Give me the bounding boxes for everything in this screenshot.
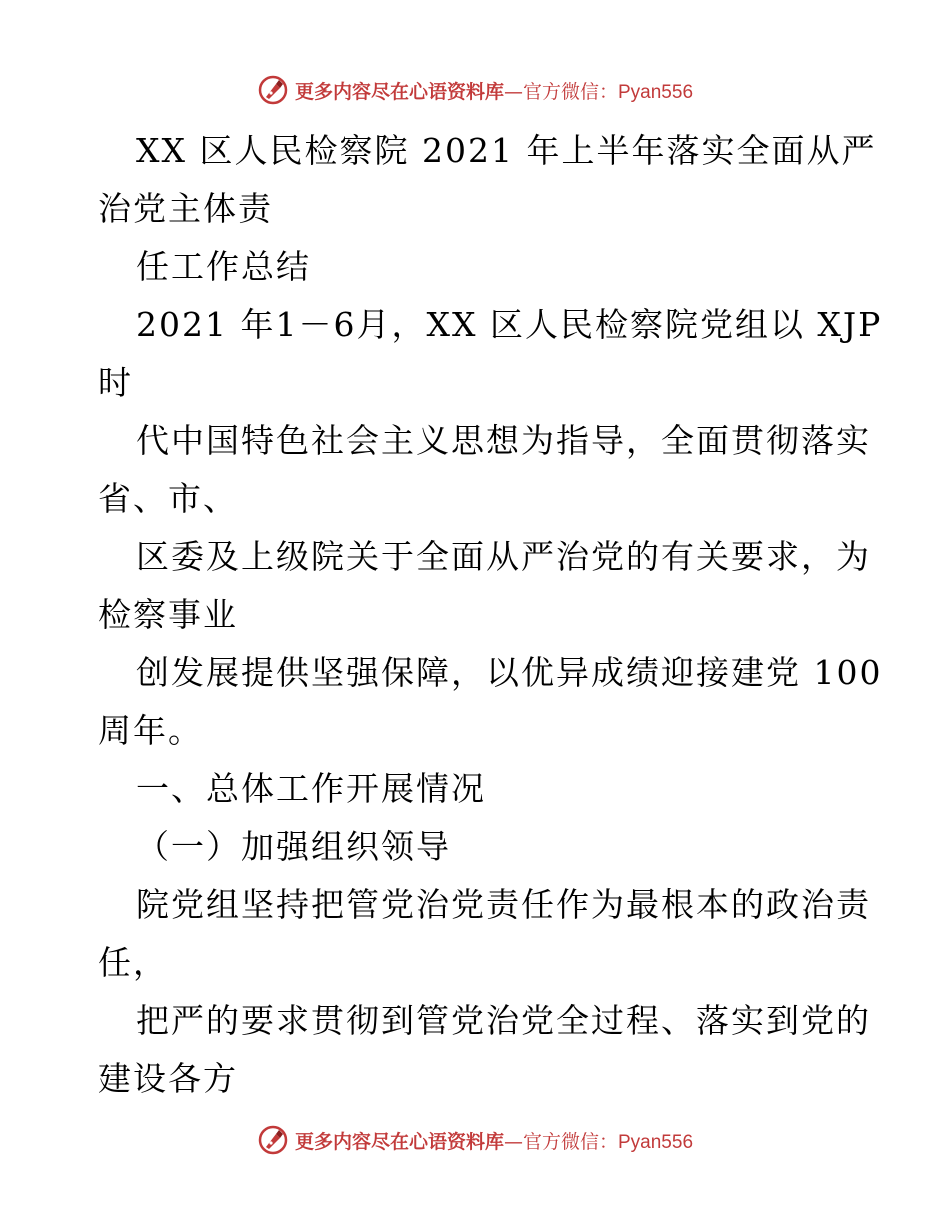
footer-brand: 更多内容尽在心语资料库 bbox=[294, 1130, 504, 1153]
header-dash: — bbox=[503, 80, 523, 103]
paragraph-line: 2021 年1－6月，XX 区人民检察院党组以 XJP bbox=[136, 305, 883, 344]
pen-nib-circle-icon bbox=[257, 1124, 289, 1156]
paragraph-line: 代中国特色社会主义思想为指导，全面贯彻落实 bbox=[136, 421, 871, 460]
paragraph-line: 院党组坚持把管党治党责任作为最根本的政治责 bbox=[136, 885, 871, 924]
document-body bbox=[98, 122, 883, 1108]
paragraph-line: 省、市、 bbox=[98, 479, 238, 518]
footer-dash: — bbox=[503, 1130, 523, 1153]
paragraph-line: 建设各方 bbox=[98, 1059, 238, 1098]
footer-banner bbox=[0, 1120, 950, 1160]
header-brand: 更多内容尽在心语资料库 bbox=[294, 80, 504, 103]
paragraph-line: 创发展提供坚强保障，以优异成绩迎接建党 100 bbox=[136, 653, 883, 692]
subsection-heading: （一）加强组织领导 bbox=[136, 827, 451, 866]
header-wechat-id: Pyan556 bbox=[618, 81, 694, 103]
paragraph-line: 任， bbox=[98, 943, 168, 982]
paragraph-line: 检察事业 bbox=[98, 595, 238, 634]
footer-wechat-label: 官方微信： bbox=[522, 1130, 618, 1153]
footer-banner-text bbox=[295, 1127, 693, 1154]
pen-nib-circle-icon bbox=[257, 74, 289, 106]
header-wechat-label: 官方微信： bbox=[522, 80, 618, 103]
section-heading: 一、总体工作开展情况 bbox=[136, 769, 486, 808]
paragraph-line: 把严的要求贯彻到管党治党全过程、落实到党的 bbox=[136, 1001, 871, 1040]
header-banner bbox=[0, 70, 950, 110]
paragraph-line: 周年。 bbox=[98, 711, 203, 750]
title-line-3: 任工作总结 bbox=[136, 247, 311, 286]
paragraph-line: 区委及上级院关于全面从严治党的有关要求，为 bbox=[136, 537, 871, 576]
title-line-1: XX 区人民检察院 2021 年上半年落实全面从严 bbox=[136, 131, 877, 170]
footer-wechat-id: Pyan556 bbox=[618, 1131, 694, 1153]
title-line-2: 治党主体责 bbox=[98, 189, 273, 228]
header-banner-text bbox=[295, 77, 693, 104]
paragraph-line: 时 bbox=[98, 363, 133, 402]
